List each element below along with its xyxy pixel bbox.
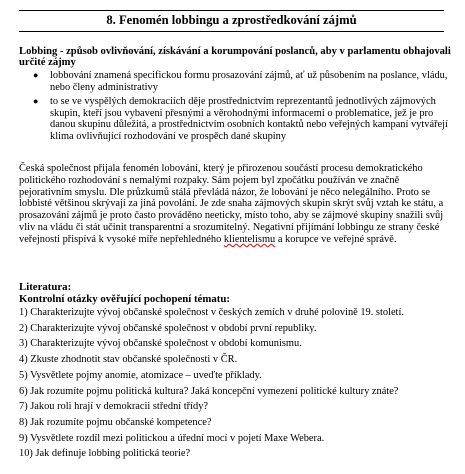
body-text-start: Česká společnost přijala fenomén lobování, který je přirozenou součástí procesu demokratického politického rozhodování s nemalými rozpaky. Sám pojem byl zpočátku používán ve značně pejorativním smyslu. Dle průzkumů stálá převládá názor, že lobování je něco nelegálního. Proto se lobbisté většinou skrývají za jiná povolání. Je zde snaha zájmových skupin skrýt svůj vztah ke státu, a prosazování zájmů je proto často prováděno neeticky, místo toho, aby se zájmové skupiny snažili svůj vliv na vládu či stát učinit transparentní a srozumitelný. Negativní přijímání lobbingu ze strany české veřejnosti přispívá k vysoké míře nepřehledného [19, 163, 444, 245]
question-item: 4) Zkuste zhodnotit stav občanské společnosti v ČR. [19, 354, 238, 366]
literature-label: Literatura: [19, 281, 72, 293]
chapter-heading-box [19, 10, 444, 32]
question-item: 3) Charakterizujte vývoj občanské společnost v období komunismu. [19, 338, 302, 350]
question-item: 7) Jakou roli hrají v demokracii střední třídy? [19, 401, 208, 413]
review-questions-list [19, 305, 459, 462]
question-item: 2) Charakterizujte vývoj občanské společnost v období první republiky. [19, 322, 317, 334]
question-item: 1) Charakterizujte vývoj občanské společnost v českých zemích v druhé polovině 19. století. [19, 307, 404, 318]
spellcheck-flagged-word[interactable]: klientelismu [223, 233, 276, 245]
lobbing-definition: Lobbing - způsob ovlivňování, získávání a korumpování poslanců, aby v parlamentu obhajovali určité zájmy [19, 46, 451, 69]
bullet-icon: ● [33, 70, 39, 80]
bullet-text: to se ve vyspělých demokraciích děje prostřednictvím reprezentantů jednotlivých zájmových skupin, kteří jsou vybaveni přesnými a věrohodnými informacemi o problematice, jež je pro danou skupinu důležitá, a prostřednictvím osobních kontaktů nebo veřejných kampaní vytvářejí klima ovlivňující rozhodování ve prospěch dané skupiny [50, 96, 448, 142]
question-item: 10) Jak definuje lobbing politická teorie? [19, 448, 191, 460]
question-item: 9) Vysvětlete rozdíl mezi politickou a úřední mocí v pojetí Maxe Webera. [19, 432, 325, 444]
chapter-heading: 8. Fenomén lobbingu a zprostředkování zájmů [106, 13, 357, 27]
body-paragraph [19, 163, 451, 246]
review-questions-title: Kontrolní otázky ověřující pochopení tématu: [19, 293, 230, 305]
definition-bullet-list [19, 70, 451, 143]
bullet-icon: ● [33, 96, 39, 107]
bullet-item [19, 70, 451, 93]
question-item: 6) Jak rozumíte pojmu politická kultura? Jaká koncepční vymezení politické kultury znáte? [19, 385, 399, 397]
question-item: 5) Vysvětlete pojmy anomie, atomizace – uveďte příklady. [19, 369, 262, 381]
body-text-end: a korupce ve veřejné správě. [275, 233, 397, 245]
bullet-text: lobbování znamená specifickou formu prosazování zájmů, ať už působením na poslance, vládu, nebo členy administrativy [50, 70, 448, 93]
question-item: 8) Jak rozumíte pojmu občanské kompetence? [19, 416, 212, 428]
bullet-item [19, 96, 451, 142]
